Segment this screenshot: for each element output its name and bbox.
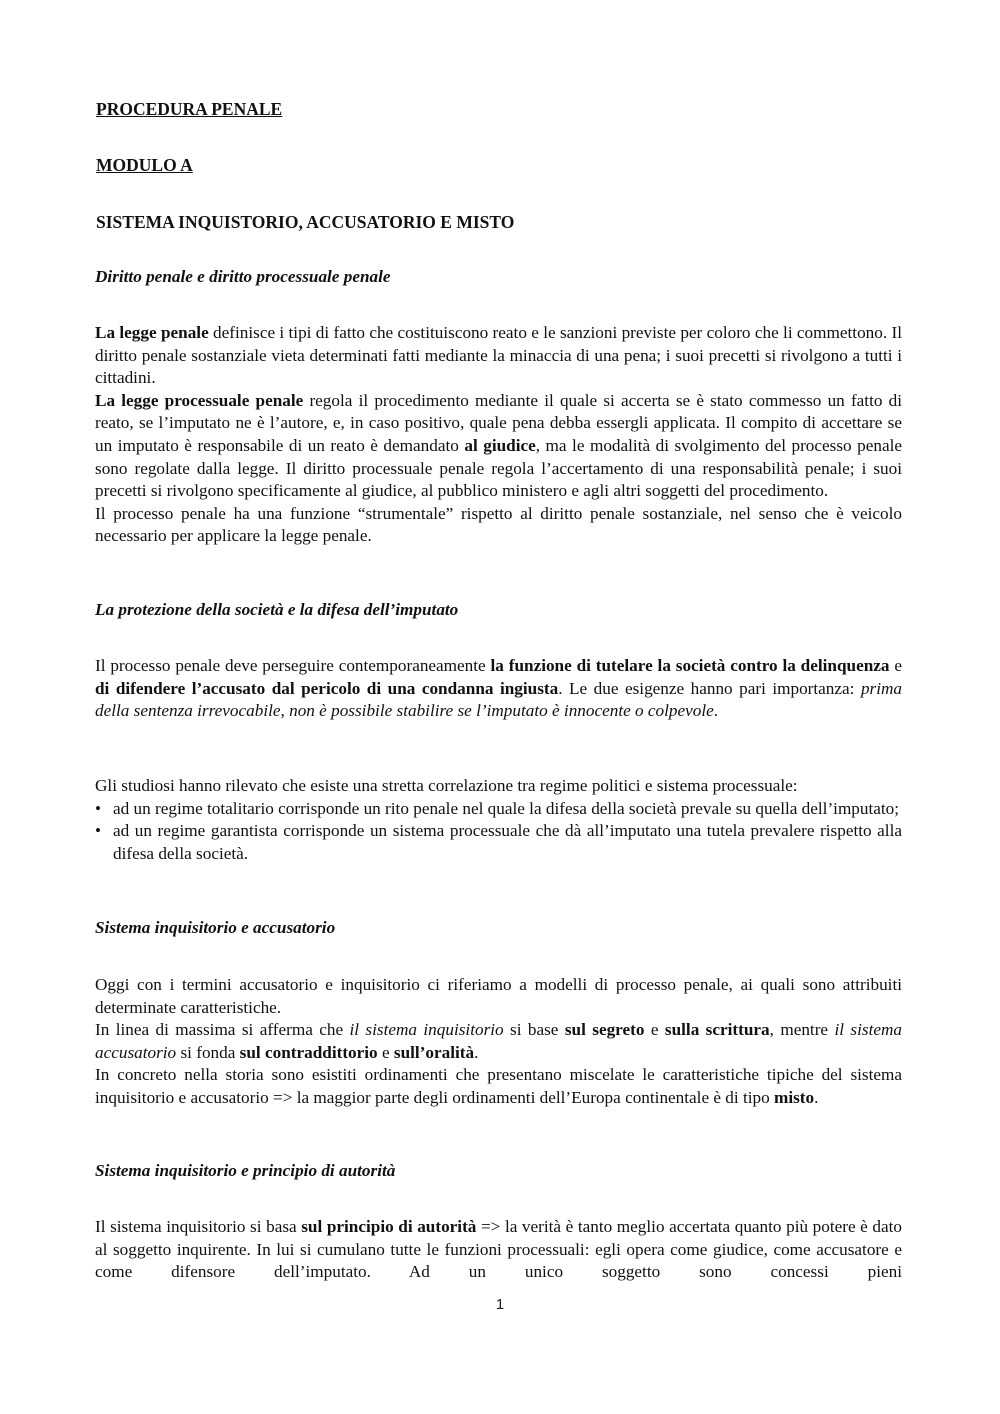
text-run: Il sistema inquisitorio si basa	[95, 1217, 302, 1236]
text-run: .	[814, 1087, 819, 1107]
paragraph: Gli studiosi hanno rilevato che esiste una stretta correlazione tra regime politici e sistema processuale:	[95, 776, 798, 795]
list-item	[95, 820, 902, 865]
text-run: si fonda	[176, 1042, 240, 1062]
paragraph: Oggi con i termini accusatorio e inquisitorio ci riferiamo a modelli di processo penale, ai quali sono attribuiti determinate caratteristiche.	[95, 975, 902, 1017]
paragraph	[95, 1064, 902, 1109]
text-run: e	[377, 1042, 394, 1062]
text-run: , mentre	[769, 1020, 835, 1040]
bullet-marker: •	[95, 821, 102, 841]
paragraph	[95, 655, 902, 723]
text-run: e	[889, 656, 902, 675]
italic-phrase: prima della sentenza irrevocabile, non è possibile stabilire se l’imputato è innocente o colpevole	[95, 678, 903, 721]
bold-term: sulla scrittura	[664, 1020, 770, 1040]
bold-term: La legge processuale penale	[95, 390, 304, 410]
section-body-correlazione	[95, 775, 902, 865]
text-run: , ma le modalità di svolgimento del processo penale sono regolate dalla legge. Il diritto processuale penale regola l’accertamento di una responsabilità penale; i suoi precetti si rivolgono specificamente al giudice, al pubblico ministero e agli altri soggetti del procedimento.	[95, 435, 902, 501]
bold-term: misto	[774, 1087, 815, 1107]
text-run: regola il procedimento mediante il quale si accerta se è stato commesso un fatto di reato, se l’imputato ne è l’autore, e, in caso positivo, quale pena debba essergli applicata. Il compito di accettare se un imputato è responsabile di un reato è demandato	[95, 390, 902, 455]
paragraph	[95, 322, 902, 390]
bold-term: la funzione di tutelare la società contro la delinquenza	[490, 656, 890, 675]
text-run: In concreto nella storia sono esistiti ordinamenti che presentano miscelate le caratteristiche tipiche del sistema inquisitorio e accusatorio => la maggior parte degli ordinamenti dell’Europa continentale è di tipo	[95, 1065, 902, 1107]
italic-phrase: il sistema accusatorio	[95, 1020, 902, 1062]
bullet-marker: •	[95, 798, 102, 818]
text-run: e	[644, 1020, 665, 1040]
module-heading: MODULO A	[96, 155, 193, 175]
text-run: In linea di massima si afferma che	[95, 1020, 350, 1040]
section-body-diritto-penale	[95, 322, 902, 548]
section-body-inquisitorio-accusatorio	[95, 974, 902, 1110]
text-run: .	[713, 701, 719, 721]
paragraph	[95, 1216, 902, 1284]
list-item-text: ad un regime garantista corrisponde un sistema processuale che dà all’imputato una tutela prevalere rispetto alla difesa della società.	[113, 821, 902, 863]
text-run: => la verità è tanto meglio accertata quanto più potere è dato al soggetto inquirente. In lui si cumulano tutte le funzioni processuali: egli opera come giudice, come accusatore e come difensore dell’imputato. Ad un unico soggetto sono concessi pieni	[95, 1217, 902, 1282]
section-heading-principio-autorita: Sistema inquisitorio e principio di autorità	[95, 1161, 396, 1180]
text-run: .	[474, 1042, 479, 1062]
chapter-heading: SISTEMA INQUISTORIO, ACCUSATORIO E MISTO	[96, 212, 515, 232]
paragraph	[95, 390, 902, 503]
section-body-principio-autorita	[95, 1216, 902, 1284]
text-run: si base	[503, 1020, 565, 1040]
text-run: Il processo penale deve perseguire contemporaneamente	[95, 656, 491, 675]
text-run: definisce i tipi di fatto che costituiscono reato e le sanzioni previste per coloro che li commettono. Il diritto penale sostanziale vieta determinati fatti mediante la minaccia di una pena; i suoi precetti si rivolgono a tutti i cittadini.	[95, 323, 902, 388]
text-run: . Le due esigenze hanno pari importanza:	[558, 678, 861, 698]
bold-term: sul contraddittorio	[239, 1042, 378, 1062]
section-heading-protezione-societa: La protezione della società e la difesa dell’imputato	[95, 600, 459, 619]
bold-term: sull’oralità	[393, 1042, 475, 1062]
italic-phrase: il sistema inquisitorio	[349, 1020, 504, 1040]
section-heading-inquisitorio-accusatorio: Sistema inquisitorio e accusatorio	[95, 918, 336, 937]
bold-term: sul principio di autorità	[301, 1217, 477, 1236]
document-title: PROCEDURA PENALE	[96, 99, 283, 119]
page-number: 1	[495, 1296, 505, 1313]
bold-term: La legge penale	[95, 323, 209, 342]
section-heading-diritto-penale: Diritto penale e diritto processuale penale	[95, 267, 391, 286]
list-item-text: ad un regime totalitario corrisponde un rito penale nel quale la difesa della società prevale su quella dell’imputato;	[113, 798, 900, 818]
bold-term: al giudice	[464, 435, 536, 455]
list-item	[95, 798, 902, 821]
bold-term: sul segreto	[564, 1020, 645, 1040]
bullet-list	[95, 798, 902, 866]
section-body-protezione-societa	[95, 655, 902, 723]
paragraph: Il processo penale ha una funzione “strumentale” rispetto al diritto penale sostanziale, nel senso che è veicolo necessario per applicare la legge penale.	[95, 503, 902, 546]
bold-term: di difendere l’accusato dal pericolo di una condanna ingiusta	[95, 678, 559, 698]
paragraph	[95, 1019, 902, 1064]
